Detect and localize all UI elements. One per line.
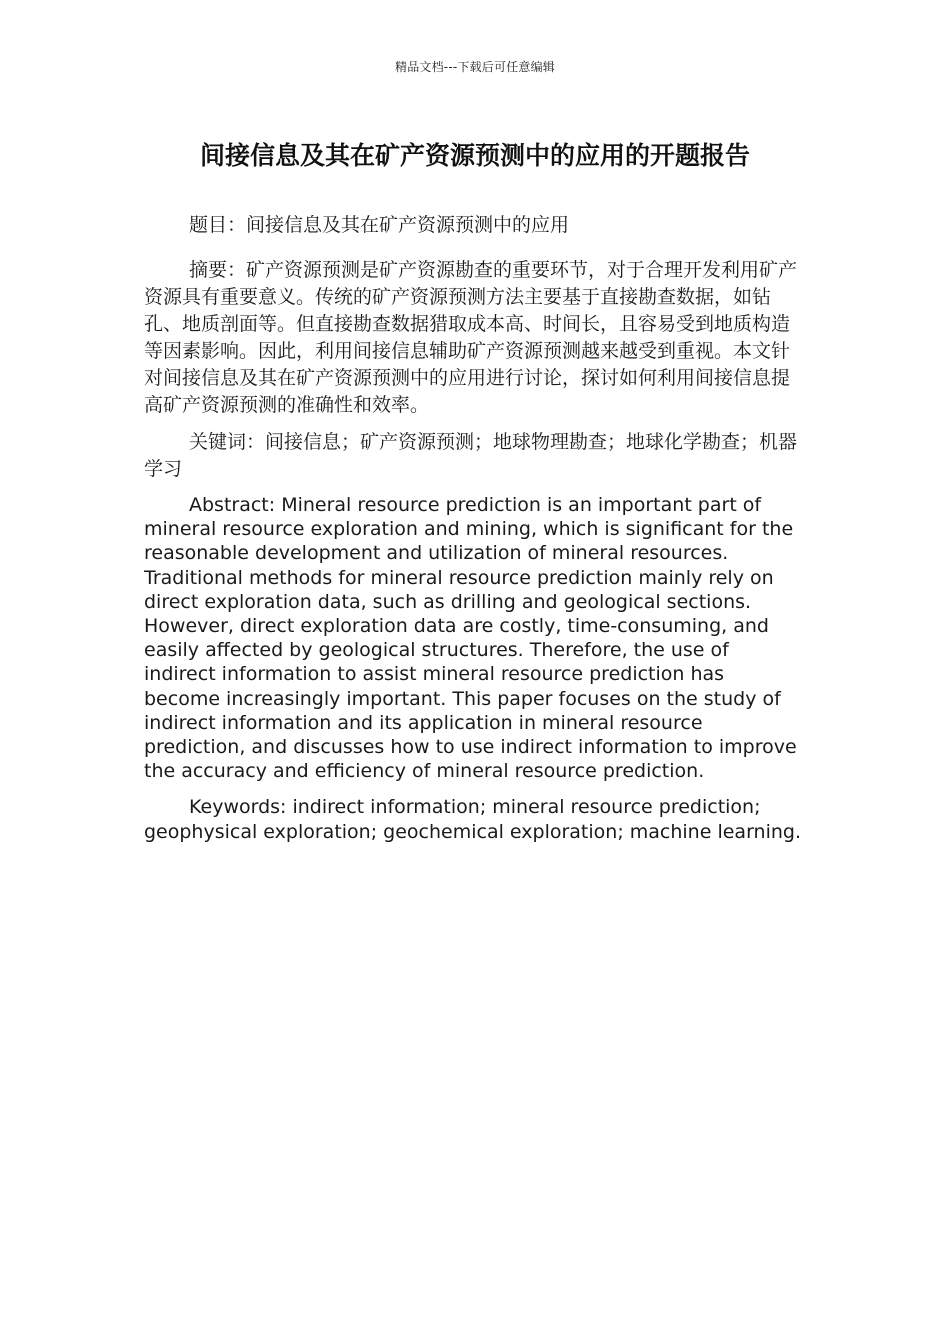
english-abstract-paragraph: Abstract: Mineral resource prediction is an important part of mineral resource exploration and mining, which is significant for the reasonable development and utilization of mineral resources. Traditional methods for mineral resource prediction mainly rely on direct exploration data, such as drilling and geological sections. However, direct exploration data are costly, time-consuming, and easily affected by geological structures. Therefore, the use of indirect information to assist mineral resource prediction has become increasingly important. This paper focuses on the study of indirect information and its application in mineral resource prediction, and discusses how to use indirect information to improve the accuracy and efficiency of mineral resource prediction. [144,494,797,783]
topic-paragraph: 题目：间接信息及其在矿产资源预测中的应用 [189,214,570,236]
english-keywords-paragraph: Keywords: indirect information; mineral resource prediction; geophysical exploration; geochemical exploration; machine learning. [144,796,802,843]
document-body [144,212,806,856]
document-title: 间接信息及其在矿产资源预测中的应用的开题报告 [199,141,750,170]
header-note: 精品文档---下载后可任意编辑 [395,60,555,74]
chinese-keywords-paragraph: 关键词：间接信息；矿产资源预测；地球物理勘查；地球化学勘查；机器学习 [144,431,798,480]
chinese-abstract-paragraph: 摘要：矿产资源预测是矿产资源勘查的重要环节，对于合理开发利用矿产资源具有重要意义。传统的矿产资源预测方法主要基于直接勘查数据，如钻孔、地质剖面等。但直接勘查数据猎取成本高、时间长，且容易受到地质构造等因素影响。因此，利用间接信息辅助矿产资源预测越来越受到重视。本文针对间接信息及其在矿产资源预测中的应用进行讨论，探讨如何利用间接信息提高矿产资源预测的准确性和效率。 [144,259,798,416]
